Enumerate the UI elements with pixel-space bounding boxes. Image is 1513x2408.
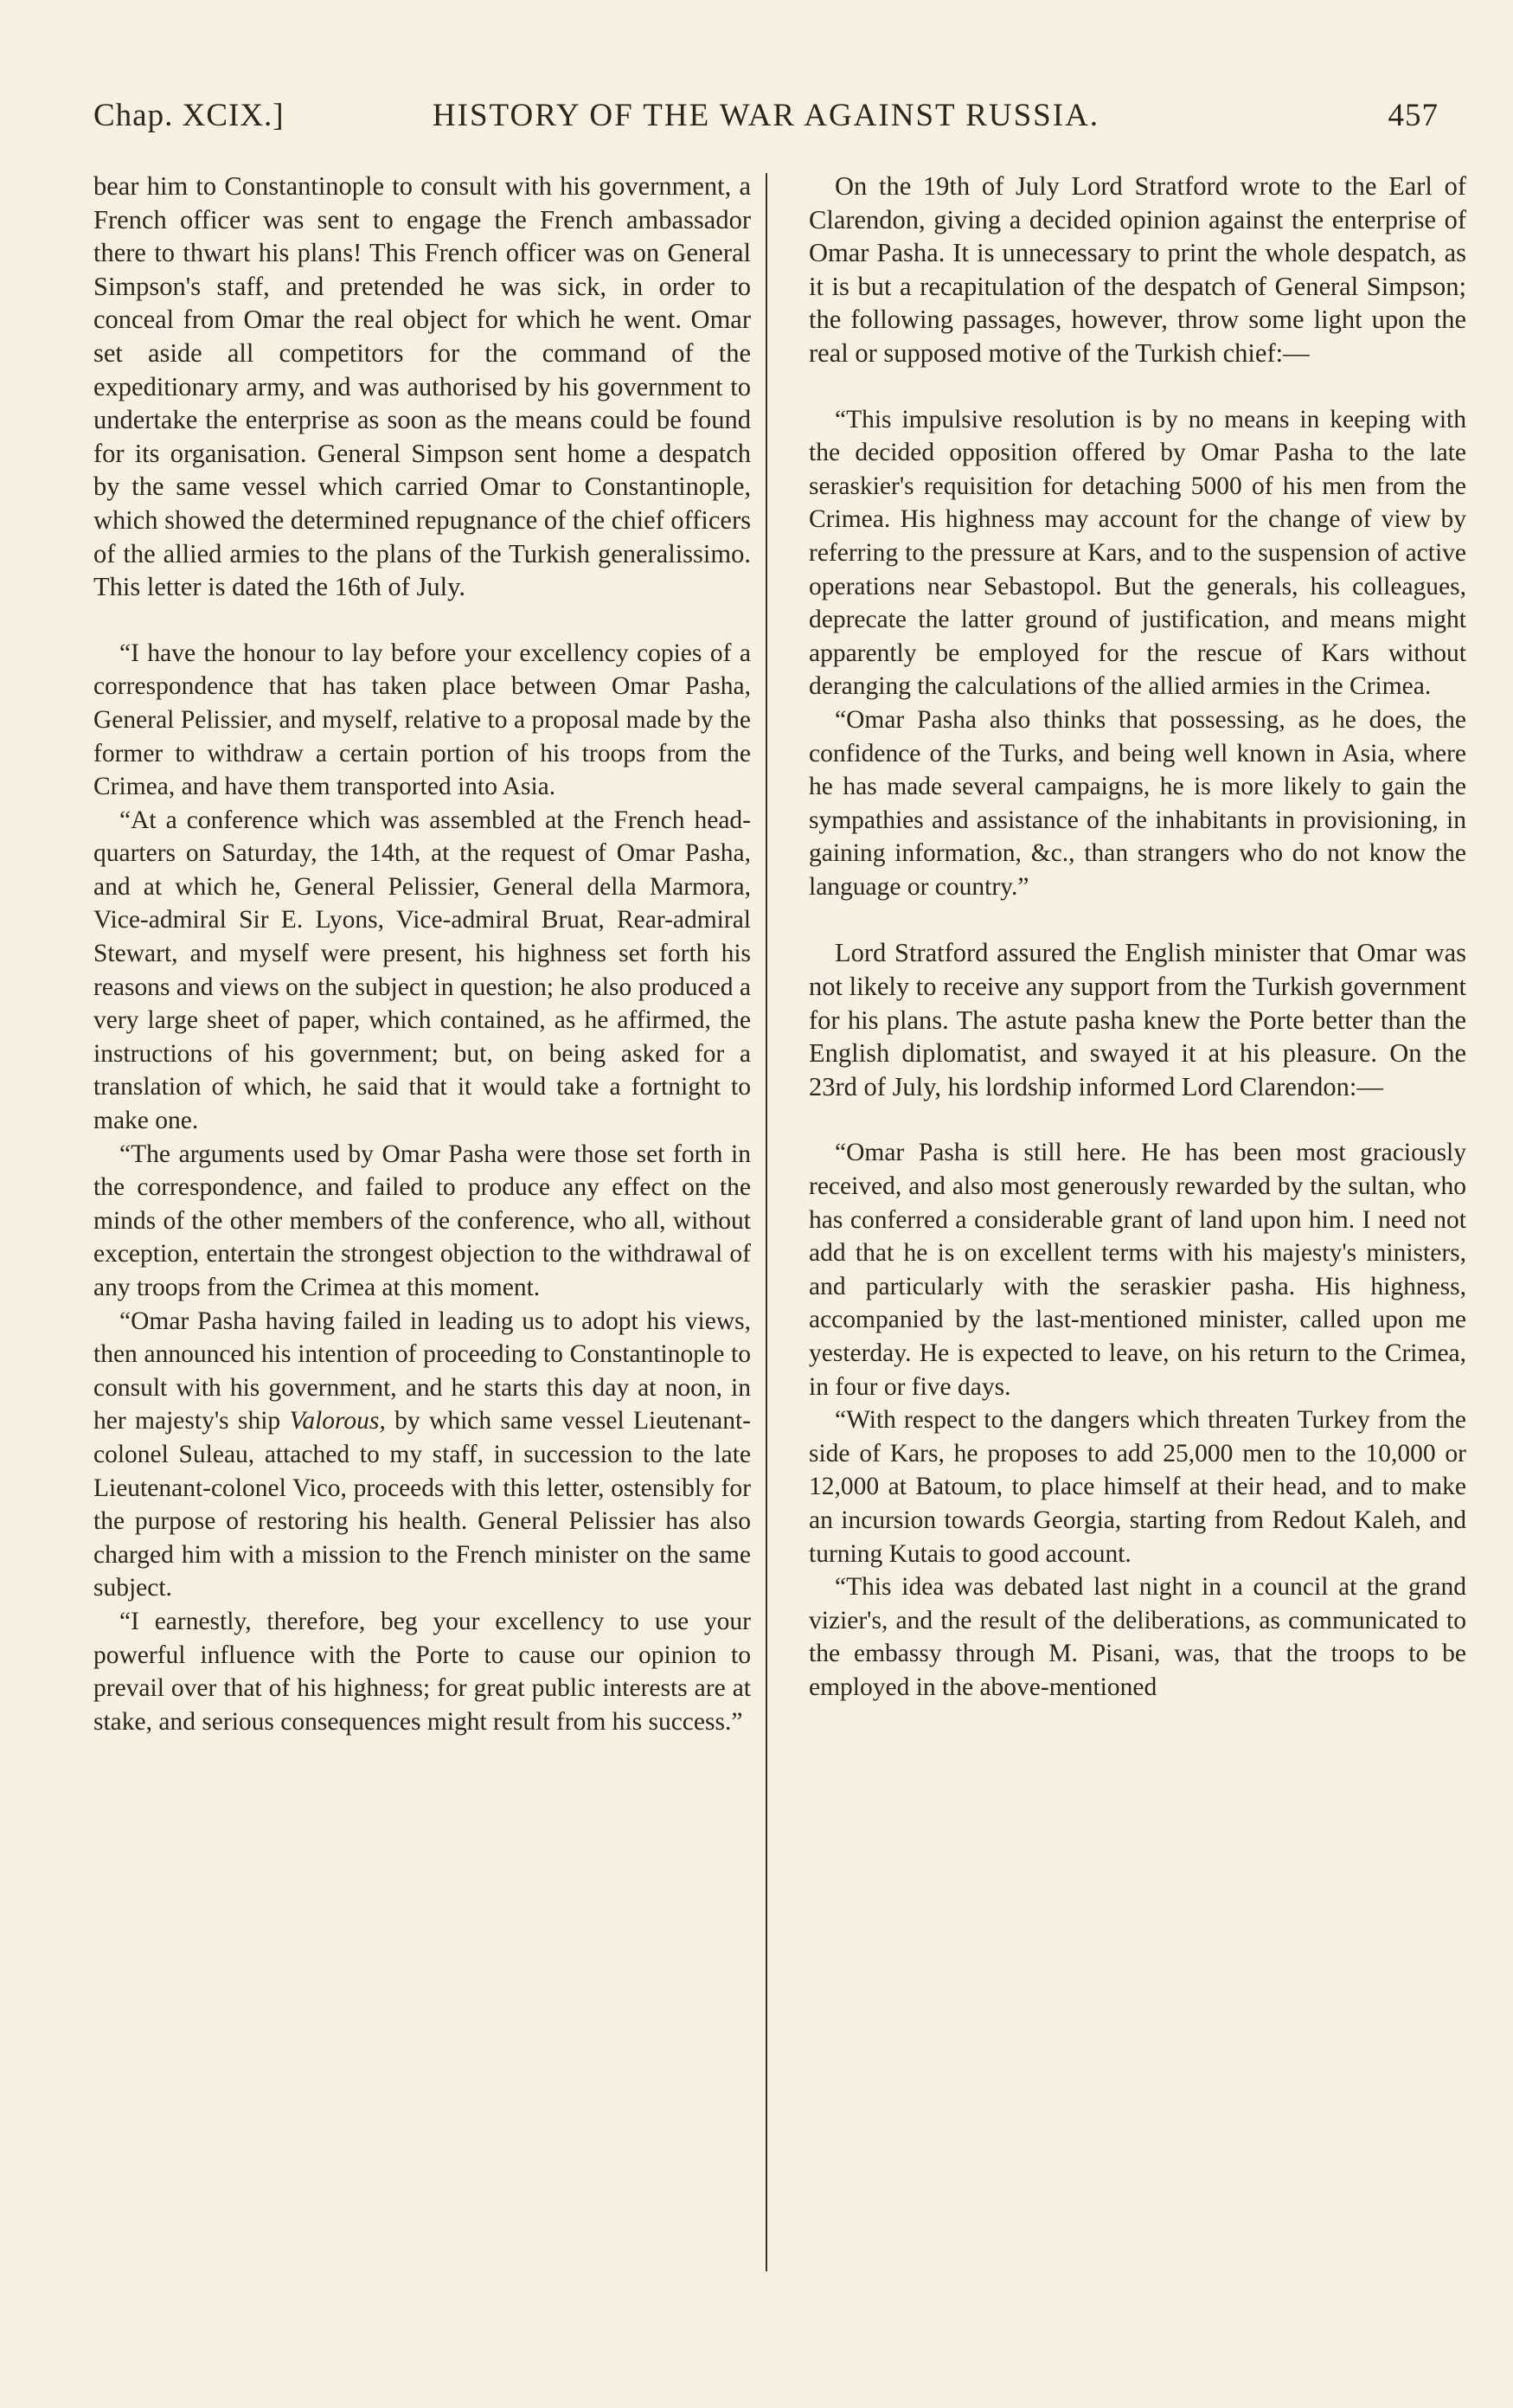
column-divider [766,173,767,2271]
quoted-paragraph: “I earnestly, therefore, beg your excellency to use your powerful influence with the Porte to cause our opinion to prevail over that of his highness; for great public interests are at stake, and serious consequences might result from his success.” [93,1607,751,1736]
running-head [93,97,1439,140]
text-run: “Omar Pasha having failed in leading us to adopt his views, then announced his intention of proceeding to Constantinople to consult with his government, and he starts this day at noon, in her majesty's ship [93,1307,751,1435]
chapter-label: Chap. XCIX.] [93,98,285,133]
paragraph: On the 19th of July Lord Stratford wrote to the Earl of Clarendon, giving a decided opinion against the enterprise of Omar Pasha. It is unnecessary to print the whole despatch, as it is but a recapitulation of the despatch of General Simpson; the following passages, however, throw some light upon the real or supposed motive of the Turkish chief:— [809,171,1466,368]
ship-name: Valorous, [289,1407,386,1435]
quoted-paragraph [93,1305,751,1605]
quoted-paragraph: “At a conference which was assembled at the French head-quarters on Saturday, the 14th, at the request of Omar Pasha, and at which he, General Pelissier, General della Marmora, Vice-admiral Sir E. Lyons, Vice-admiral Bruat, Rear-admiral Stewart, and myself were present, his highness set forth his reasons and views on the subject in question; he also produced a very large sheet of paper, which contained, as he affirmed, the instructions of his government; but, on being asked for a translation of which, he said that it would take a fortnight to make one. [93,806,751,1135]
paragraph: Lord Stratford assured the English minister that Omar was not likely to receive any support from the Turkish government for his plans. The astute pasha knew the Porte better than the English diplomatist, and swayed it at his pleasure. On the 23rd of July, his lordship informed Lord Clarendon:— [809,938,1466,1101]
running-title: HISTORY OF THE WAR AGAINST RUSSIA. [432,98,1100,133]
quoted-paragraph: “Omar Pasha is still here. He has been most graciously received, and also most generously rewarded by the sultan, who has conferred a considerable grant of land upon him. I need not add that he is on excellent terms with his majesty's ministers, and particularly with the seraskier pasha. His highness, accompanied by the last-mentioned minister, called upon me yesterday. He is expected to leave, on his return to the Crimea, in four or five days. [809,1139,1466,1401]
quoted-paragraph: “The arguments used by Omar Pasha were those set forth in the correspondence, and failed to produce any effect on the minds of the other members of the conference, who all, without exception, entertain the strongest objection to the withdrawal of any troops from the Crimea at this moment. [93,1140,751,1301]
quoted-paragraph: “I have the honour to lay before your excellency copies of a correspondence that has taken place between Omar Pasha, General Pelissier, and myself, relative to a proposal made by the former to withdraw a certain portion of his troops from the Crimea, and have them transported into Asia. [93,639,751,801]
page-number: 457 [1388,98,1439,133]
quoted-paragraph: “With respect to the dangers which threaten Turkey from the side of Kars, he proposes to add 25,000 men to the 10,000 or 12,000 at Batoum, to place himself at their head, and to make an incursion towards Georgia, starting from Redout Kaleh, and turning Kutais to good account. [809,1406,1466,1568]
text-run: by which same vessel Lieutenant-colonel Suleau, attached to my staff, in succession to the late Lieutenant-colonel Vico, proceeds with this letter, ostensibly for the purpose of restoring his health. General Pelissier has also charged him with a mission to the French minister on the same subject. [93,1407,751,1602]
quoted-paragraph: “This idea was debated last night in a council at the grand vizier's, and the result of the deliberations, as communicated to the embassy through M. Pisani, was, that the troops to be employed in the above-mentioned [809,1573,1466,1701]
left-column [93,170,751,2298]
quoted-paragraph: “This impulsive resolution is by no means in keeping with the decided opposition offered by Omar Pasha to the late seraskier's requisition for detaching 5000 of his men from the Crimea. His highness may account for the change of view by referring to the pressure at Kars, and to the suspension of active operations near Sebastopol. But the generals, his colleagues, deprecate the latter ground of justification, and means might apparently be employed for the rescue of Kars without deranging the calculations of the allied armies in the Crimea. [809,405,1466,701]
right-column [809,170,1466,2298]
quoted-paragraph: “Omar Pasha also thinks that possessing, as he does, the confidence of the Turks, and being well known in Asia, where he has made several campaigns, he is more likely to gain the sympathies and assistance of the inhabitants in provisioning, in gaining information, &c., than strangers who do not know the language or country.” [809,705,1466,901]
paragraph: bear him to Constantinople to consult with his government, a French officer was sent to engage the French ambassador there to thwart his plans! This French officer was on General Simpson's staff, and pretended he was sick, in order to conceal from Omar the real object for which he went. Omar set aside all competitors for the command of the expeditionary army, and was authorised by his government to undertake the enterprise as soon as the means could be found for its organisation. General Simpson sent home a despatch by the same vessel which carried Omar to Constantinople, which showed the determined repugnance of the chief officers of the allied armies to the plans of the Turkish generalissimo. This letter is dated the 16th of July. [93,171,751,602]
